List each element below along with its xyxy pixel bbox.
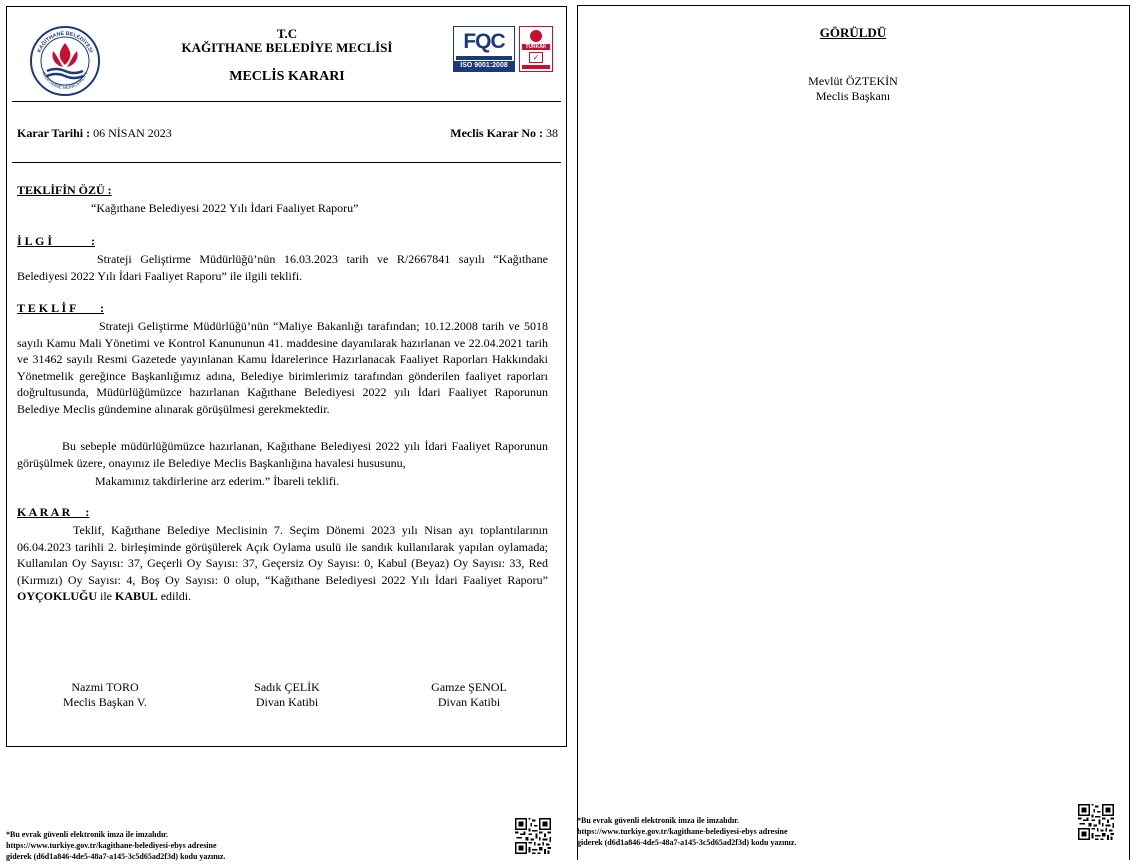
number-label: Meclis Karar No : xyxy=(450,126,543,140)
ozu-text: “Kağıthane Belediyesi 2022 Yılı İdari Faaliyet Raporu” xyxy=(91,201,359,215)
signature-block xyxy=(207,680,367,710)
page-title: MECLİS KARARI xyxy=(229,69,345,84)
signer-name: Mevlüt ÖZTEKİN xyxy=(808,74,898,88)
signer-title: Divan Katibi xyxy=(437,695,501,709)
fqc-strip xyxy=(456,56,512,60)
decision-page xyxy=(6,6,567,747)
divider xyxy=(12,101,561,102)
signature-block xyxy=(25,680,185,710)
karar-outcome: KABUL xyxy=(115,589,158,604)
header-tc: T.C xyxy=(276,26,298,41)
karar-result: OYÇOKLUĞU xyxy=(17,589,98,604)
date-value: 06 NİSAN 2023 xyxy=(90,126,172,140)
decision-number xyxy=(450,126,558,141)
e-signature-note xyxy=(577,815,796,848)
turkak-accreditation-icon xyxy=(519,26,553,72)
logo-text-top: KAĞITHANE BELEDİYESİ xyxy=(36,30,94,54)
qr-code-icon xyxy=(1078,804,1114,840)
section-heading-ozu: TEKLİFİN ÖZÜ : xyxy=(17,183,112,197)
approval-page xyxy=(577,5,1130,860)
verification-url[interactable]: https://www.turkiye.gov.tr/kagithane-belediyesi-ebys adresine xyxy=(6,841,217,850)
turkak-circle xyxy=(530,30,542,42)
divider xyxy=(12,162,561,163)
section-heading-ilgi: İ L G İ : xyxy=(17,234,96,248)
teklif-text: Strateji Geliştirme Müdürlüğü’nün “Maliye Bakanlığı tarafından; 10.12.2008 tarih ve 5018 sayılı Kamu Mali Yönetimi ve Kontrol Kanununun 41. maddesine dayanılarak hazırlanan ve 22.04.2021 tarih ve 31462 sayılı Resmi Gazetede yayınlanan Kamu İdarelerince Hazırlanacak Faaliyet Raporları Hakkındaki Yönetmelik gereğince Başkanlığımız adına, Belediye birimlerimiz tarafından gönderilen faaliyet raporları doğrultusunda, Müdürlüğümüzce hazırlanan Kağıthane Belediyesi 2022 yılı İdari Faaliyet Raporunun Belediye Meclis gündemine alınarak görüşülmesi gerekmektedir. xyxy=(17,319,548,416)
document-header xyxy=(157,27,417,85)
signer-name: Sadık ÇELİK xyxy=(254,680,320,694)
turkak-band xyxy=(522,65,550,69)
signer-name: Nazmi TORO xyxy=(71,680,139,694)
verification-code: giderek (d6d1a846-4de5-48a7-a145-3c5d65ad2f3d) kodu yazınız. xyxy=(6,852,226,861)
e-signature-note xyxy=(6,829,225,862)
signature-block xyxy=(758,74,948,104)
header-org: KAĞITHANE BELEDİYE MECLİSİ xyxy=(181,40,393,55)
check-icon: ✓ xyxy=(529,52,543,63)
decision-date xyxy=(17,126,172,141)
iso-label: ISO 9001:2008 xyxy=(454,61,514,71)
signer-title: Divan Katibi xyxy=(255,695,319,709)
logo-text-bottom: KAĞITHANE MUNICIPALITY xyxy=(41,70,89,91)
fqc-label: FQC xyxy=(463,30,505,53)
section-heading-karar: K A R A R : xyxy=(17,505,90,519)
qr-code-icon xyxy=(515,818,551,854)
signer-title: Meclis Başkanı xyxy=(815,89,891,103)
signature-block xyxy=(389,680,549,710)
ilgi-text: Strateji Geliştirme Müdürlüğü’nün 16.03.2023 tarih ve R/2667841 sayılı “Kağıthane Belediyesi 2022 Yılı İdari Faaliyet Raporu” ile ilgili teklifi. xyxy=(17,252,548,283)
verification-code: giderek (d6d1a846-4de5-48a7-a145-3c5d65ad2f3d) kodu yazınız. xyxy=(577,838,797,847)
date-label: Karar Tarihi : xyxy=(17,126,91,140)
approval-title: GÖRÜLDÜ xyxy=(819,25,887,40)
signer-title: Meclis Başkan V. xyxy=(63,695,147,709)
number-value: 38 xyxy=(543,126,558,140)
fqc-certification-icon xyxy=(453,26,515,72)
section-heading-teklif: T E K L İ F : xyxy=(17,301,105,315)
e-signature-line: *Bu evrak güvenli elektronik imza ile imzalıdır. xyxy=(6,830,168,839)
karar-text xyxy=(17,522,548,605)
karar-body: Teklif, Kağıthane Belediye Meclisinin 7. Seçim Dönemi 2023 yılı Nisan ayı toplantılarının 06.04.2023 tarihli 2. birleşiminde görüşülerek Açık Oylama usulü ile sandık kullanılarak yapılan oylamada; Kullanılan Oy Sayısı: 37, Geçerli Oy Sayısı: 37, Geçersiz Oy Sayısı: 0, Kabul (Beyaz) Oy Sayısı: 33, Red (Kırmızı) Oy Sayısı: 4, Boş Oy Sayısı: 0 olup, “Kağıthane Belediyesi 2022 Yılı İdari Faaliyet Raporu” xyxy=(17,523,548,587)
turkak-label: TÜRKAK xyxy=(522,44,550,50)
municipality-logo-icon xyxy=(29,25,101,97)
teklif-text-2: Bu sebeple müdürlüğümüzce hazırlanan, Kağıthane Belediyesi 2022 yılı İdari Faaliyet Raporunun görüşülmek üzere, onayınız ile Belediye Meclis Başkanlığına havalesi hususunu, xyxy=(17,439,548,470)
karar-connector: ile xyxy=(97,589,116,604)
e-signature-line: *Bu evrak güvenli elektronik imza ile imzalıdır. xyxy=(577,816,739,825)
verification-url[interactable]: https://www.turkiye.gov.tr/kagithane-belediyesi-ebys adresine xyxy=(577,827,788,836)
karar-end: edildi. xyxy=(157,589,192,604)
teklif-text-3: Makamınız takdirlerine arz ederim.” İbareli teklifi. xyxy=(95,474,340,488)
signer-name: Gamze ŞENOL xyxy=(431,680,507,694)
